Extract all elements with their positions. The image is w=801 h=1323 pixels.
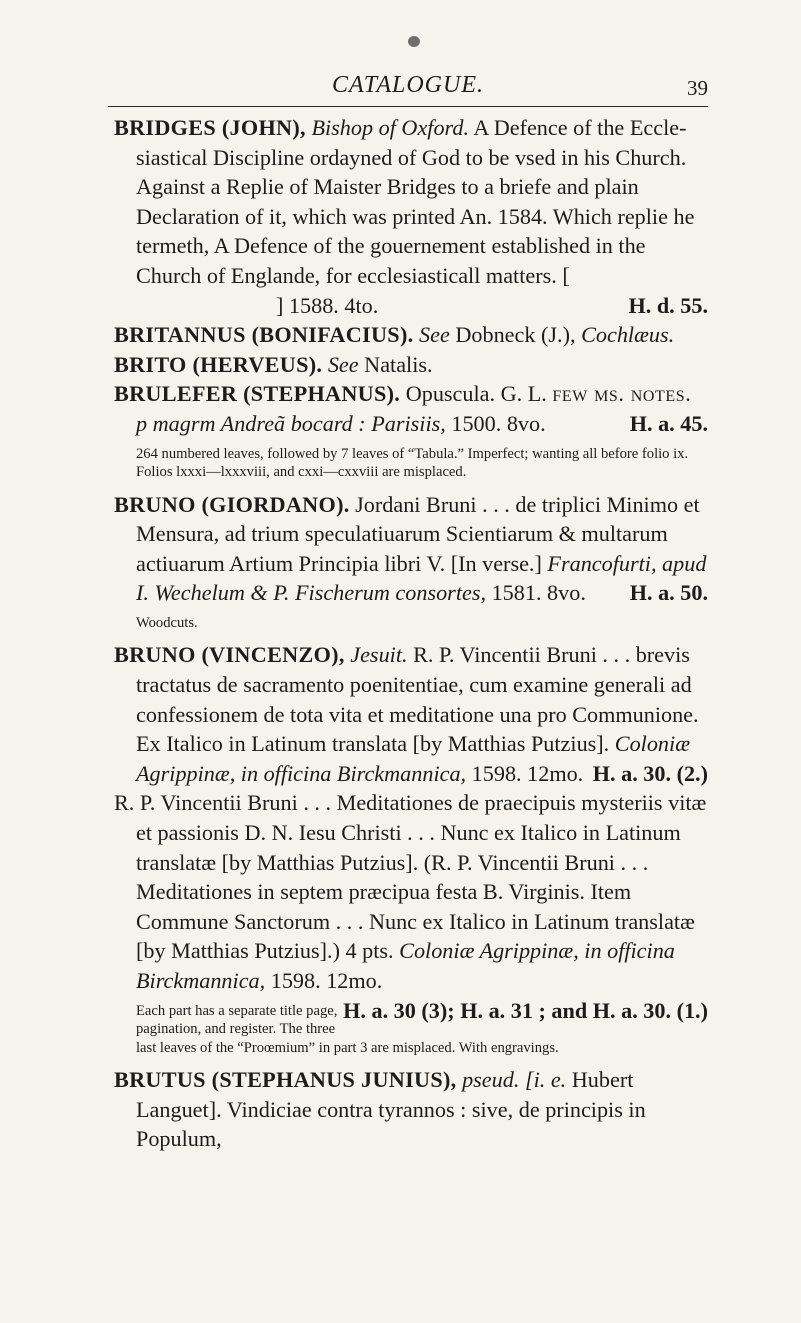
entry-bruno-meditationes	[114, 788, 708, 1057]
entry-brutus	[114, 1065, 708, 1154]
shelfmark: H. a. 45.	[629, 410, 708, 436]
entry-heading: BRITO (HERVEUS).	[114, 351, 323, 377]
entry-imprint-place: Coloniæ Agrippinæ, in officina Birckmannica,	[136, 731, 690, 786]
entry-title: Opuscula. G. L.	[405, 381, 547, 407]
entry-heading: BRUNO (GIORDANO).	[114, 491, 350, 517]
entry-note: Woodcuts.	[136, 614, 198, 631]
entry-role: pseud.	[462, 1067, 520, 1093]
entry-bridges	[114, 113, 708, 320]
entry-heading: BRITANNUS (BONIFACIUS).	[114, 322, 414, 348]
entry-brulefer	[114, 379, 708, 481]
see-reference-label: See	[327, 351, 359, 377]
see-reference: Natalis.	[364, 351, 433, 377]
entry-title: R. P. Vincentii Bruni . . . brevis tractatus de sacramento poenitentiae, cum examine generali ad confessionem de tota vita et meditatione una pro Communione. Ex Italico in Latinum translata [by Matthias Putzius].	[136, 642, 699, 757]
entry-title: Hubert Languet]. Vindiciae contra tyrannos : sive, de principis in Populum,	[136, 1067, 646, 1152]
entry-britannus	[114, 320, 708, 350]
entry-title: R. P. Vincentii Bruni . . . Meditationes de praecipuis mysteriis vitæ et passionis D. N. Iesu Christi . . . Nunc ex Italico in Latinum translatæ [by Matthias Putzius]. (R. P. Vincentii Bruni . . . Meditationes in septem præcipua festa B. Virginis. Item Commune Sanctorum . . . Nunc ex Italico in Latinum translatæ [by Matthias Putzius].) 4 pts.	[114, 790, 707, 964]
entry-imprint-place: p magrm Andreã bocard : Parisiis,	[136, 410, 446, 436]
entry-heading: BRUTUS (STEPHANUS JUNIUS),	[114, 1067, 457, 1093]
entry-copy-note: few ms. notes.	[552, 381, 692, 407]
print-blot	[408, 36, 420, 47]
entry-note: Each part has a separate title page, pagination, and register. The three last leaves of the “Proœmium” in part 3 are misplaced. With engravings.	[136, 1002, 559, 1056]
entry-title: Jordani Bruni . . . de triplici Minimo et Mensura, ad trium speculatiuarum Scientiarum & multarum actiuarum Artium Principia libri V. [In verse.]	[136, 491, 700, 576]
entry-role-note: [i. e.	[524, 1067, 567, 1093]
entry-heading: BRIDGES (JOHN),	[114, 115, 306, 140]
shelfmark: H. d. 55.	[628, 292, 708, 318]
entry-imprint: 1598. 12mo.	[471, 760, 584, 786]
entry-imprint: 1500. 8vo.	[451, 410, 546, 436]
entry-title: A Defence of the Ecclesiastical Discipline ordayned of God to be vsed in his Church. Against a Replie of Maister Bridges to a briefe and plain Declaration of it, which was printed An. 1584. Which replie he termeth, A Defence of the gouernement established in the Church of Englande, for ecclesiasticall matters. [	[136, 115, 695, 288]
entry-imprint-place: Francofurti, apud I. Wechelum & P. Fischerum consortes,	[136, 550, 707, 606]
catalogue-entries	[114, 113, 708, 1154]
entry-imprint: 1598. 12mo.	[270, 967, 383, 993]
shelfmark: H. a. 30 (3); H. a. 31 ; and H. a. 30. (1.)	[343, 997, 708, 1023]
running-title: CATALOGUE.	[331, 72, 484, 98]
entry-role: Jesuit.	[350, 642, 408, 668]
see-reference: Dobneck (J.),	[455, 322, 576, 348]
page-header	[108, 72, 708, 107]
shelfmark: H. a. 50.	[629, 580, 708, 606]
shelfmark: H. a. 30. (2.)	[592, 760, 708, 786]
entry-bruno-giordano	[114, 490, 708, 633]
entry-heading: BRULEFER (STEPHANUS).	[114, 381, 401, 407]
entry-imprint: 1581. 8vo.	[491, 580, 586, 606]
see-reference-label: See	[419, 322, 450, 348]
see-reference-italic: Cochlæus.	[581, 322, 675, 348]
entry-brito	[114, 350, 708, 380]
page-number: 39	[687, 76, 708, 100]
entry-imprint-place: Coloniæ Agrippinæ, in officina Birckmannica,	[136, 938, 675, 993]
entry-note: 264 numbered leaves, followed by 7 leaves of “Tabula.” Imperfect; wanting all before folio ix. Folios lxxxi—lxxxviii, and cxxi—cxxviii are misplaced.	[136, 445, 689, 481]
entry-imprint: ] 1588. 4to.	[276, 292, 379, 318]
entry-role: Bishop of Oxford.	[311, 115, 470, 140]
entry-bruno-vincenzo	[114, 640, 708, 788]
entry-heading: BRUNO (VINCENZO),	[114, 642, 345, 668]
